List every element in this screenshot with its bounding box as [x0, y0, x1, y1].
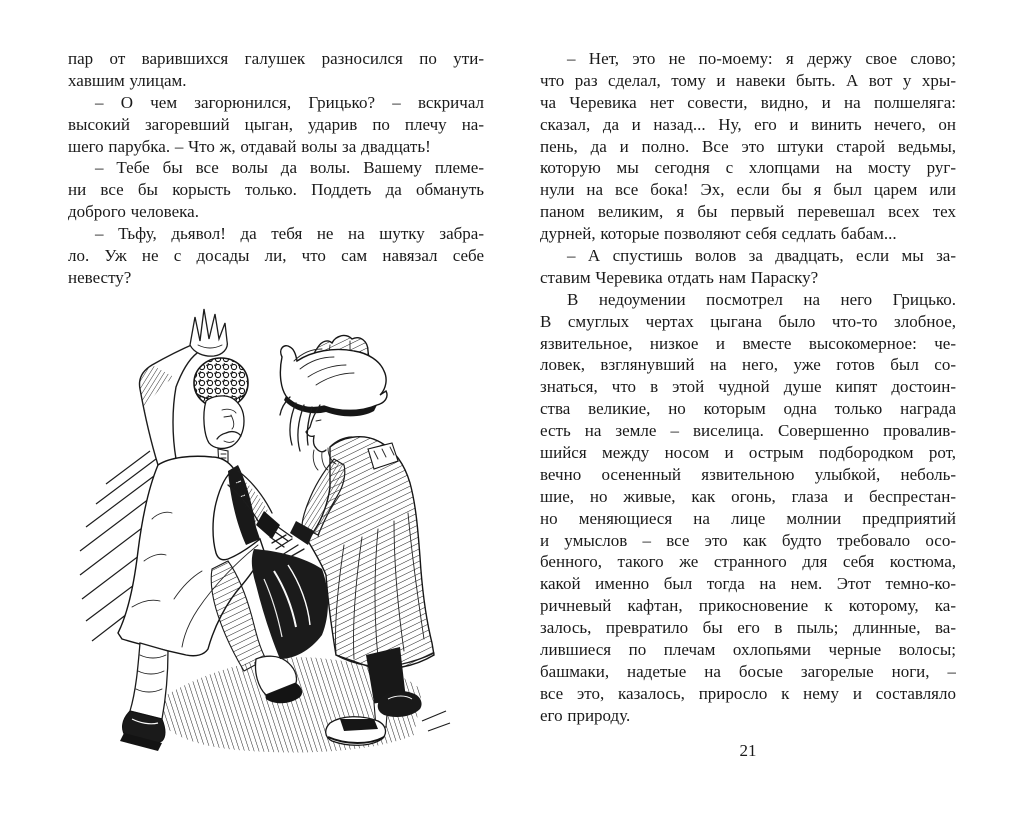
text-line: В смуглых чертах цыгана было что-то злобное, [540, 311, 956, 331]
text-line: ловек, взглянувший на него, уже готов был со- [540, 355, 956, 375]
text-line: лившиеся по плечам охлопьями черные волосы; [540, 640, 956, 660]
text-line: но меняющиеся на лице молнии предприятий [540, 508, 956, 528]
text-line: В недоумении посмотрел на него Грицько. [567, 289, 956, 309]
text-line: знаться, что в этой чудной душе кипят достоин- [540, 377, 956, 397]
text-line: высокий загоревший цыган, ударив по плечу на- [68, 114, 484, 134]
text-line: пар от варившихся галушек разносился по ути- [68, 49, 484, 68]
text-line: ча Черевика нет совести, видно, и на полшеляга: [540, 92, 956, 112]
text-line: залось, превратило бы его в пыль; длинные, ва- [540, 618, 956, 638]
text-line: пень, да и полно. Все это штуки старой ведьмы, [540, 136, 956, 156]
text-line: бенного, такого же странного для себя костюма, [540, 552, 956, 572]
text-line: невесту? [68, 267, 132, 287]
text-line: какой именно был тогда на нем. Этот темно-ко- [540, 574, 956, 594]
text-line: дурней, которые позволяют себя седлать бабам... [540, 224, 897, 244]
text-line: язвительное, низкое и вместе высокомерное: че- [540, 333, 956, 353]
two-men-handshake-drawing [78, 299, 470, 754]
text-line: – Нет, это не по-моему: я держу свое слово; [567, 49, 956, 68]
text-line: его природу. [540, 705, 631, 725]
text-line: все это, казалось, приросло к нему и составляло [540, 683, 956, 703]
text-line: ричневый кафтан, прикосновение к которому, ка- [540, 596, 956, 616]
text-line: – Тьфу, дьявол! да тебя не на шутку забра- [95, 224, 484, 244]
text-line: башмаки, надетые на босые загорелые ноги, – [540, 661, 956, 681]
right-page-text [540, 48, 956, 727]
text-line: ло. Уж не с досады ли, что сам навязал себе [68, 246, 484, 266]
text-line: ставим Черевика отдать нам Параску? [540, 267, 819, 287]
text-line: – А спустишь волов за двадцать, если мы за- [567, 246, 956, 266]
left-page [68, 48, 484, 754]
text-line: – Тебе бы все волы да волы. Вашему племе- [95, 158, 484, 178]
text-line: есть на земле – виселица. Совершенно провалив- [540, 421, 956, 441]
page-number: 21 [739, 740, 757, 760]
text-line: – О чем загорюнился, Грицько? – вскричал [95, 92, 484, 112]
text-line: шего парубка. – Что ж, отдавай волы за двадцать! [68, 136, 431, 156]
left-page-text [68, 48, 484, 289]
right-page [540, 48, 956, 762]
text-line: сказал, да и назад... Ну, его и винить нечего, он [540, 114, 956, 134]
text-line: которую мы сегодня с хлопцами на мосту руг- [540, 158, 956, 178]
text-line: ства великие, но которым одна только награда [540, 399, 956, 419]
text-line: паном великим, я бы первый перевешал всех тех [540, 202, 956, 222]
ground-ticks [422, 711, 450, 731]
text-line: вечно осененный язвительною улыбкой, неболь- [540, 464, 956, 484]
book-illustration [78, 299, 470, 754]
text-line: доброго человека. [68, 202, 199, 222]
text-line: хавшим улицам. [68, 70, 187, 90]
text-line: нули на все бока! Эх, если бы я был царем или [540, 180, 956, 200]
text-line: и умыслов – все это как будто требовало осо- [540, 530, 956, 550]
text-line: шие, но живые, как огонь, глаза и беспрестан- [540, 486, 956, 506]
text-line: шийся между носом и острым подбородком рот, [540, 443, 956, 463]
text-line: ни все бы корысть только. Поддеть да обмануть [68, 180, 484, 200]
text-line: что раз сделал, тому и навеки быть. А вот у хры- [540, 70, 956, 90]
